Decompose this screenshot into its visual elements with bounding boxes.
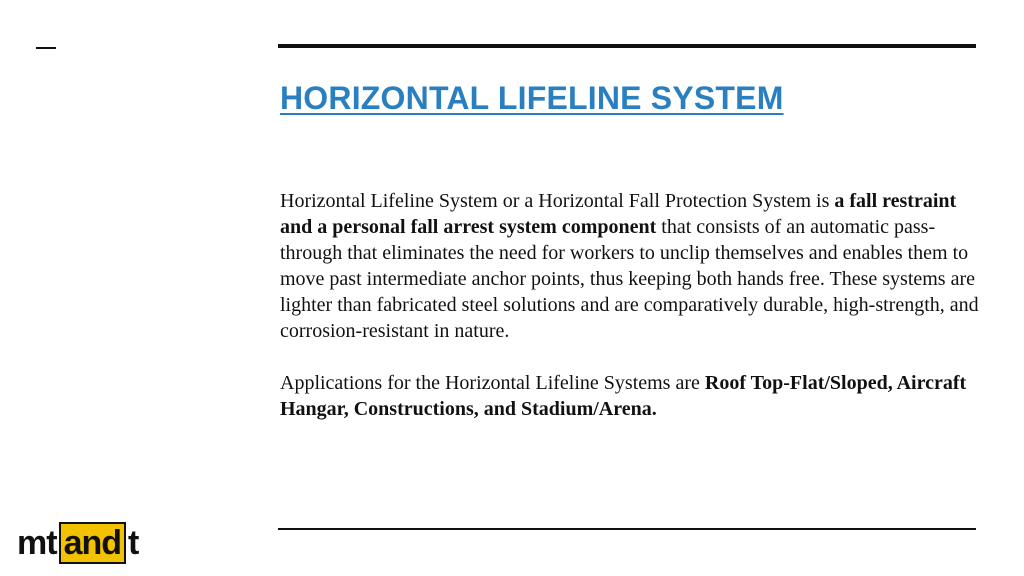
paragraph-applications bbox=[280, 370, 980, 422]
slide-title: HORIZONTAL LIFELINE SYSTEM bbox=[280, 80, 784, 116]
corner-dash bbox=[36, 47, 56, 49]
paragraph-applications-intro: Applications for the Horizontal Lifeline Systems are bbox=[280, 372, 705, 394]
paragraph-description bbox=[280, 188, 980, 344]
logo-text-t: t bbox=[128, 524, 139, 562]
mtandt-logo bbox=[15, 522, 140, 564]
paragraph-description-rest: that consists of an automatic pass-through that eliminates the need for workers to unclip themselves and enables them to move past intermediate anchor points, thus keeping both hands free. These systems are lighter than fabricated steel solutions and are comparatively durable, high-strength, and corrosion-resistant in nature. bbox=[280, 216, 979, 342]
slide-body bbox=[280, 188, 980, 422]
paragraph-description-bold: a fall restraint and a personal fall arrest system component bbox=[280, 190, 957, 238]
bottom-divider bbox=[278, 528, 976, 530]
logo-text-mt: mt bbox=[17, 524, 57, 562]
top-divider bbox=[278, 44, 976, 48]
paragraph-description-intro: Horizontal Lifeline System or a Horizontal Fall Protection System is bbox=[280, 190, 835, 212]
paragraph-applications-bold: Roof Top-Flat/Sloped, Aircraft Hangar, Constructions, and Stadium/Arena. bbox=[280, 372, 967, 420]
logo-text-and: and bbox=[59, 522, 126, 564]
